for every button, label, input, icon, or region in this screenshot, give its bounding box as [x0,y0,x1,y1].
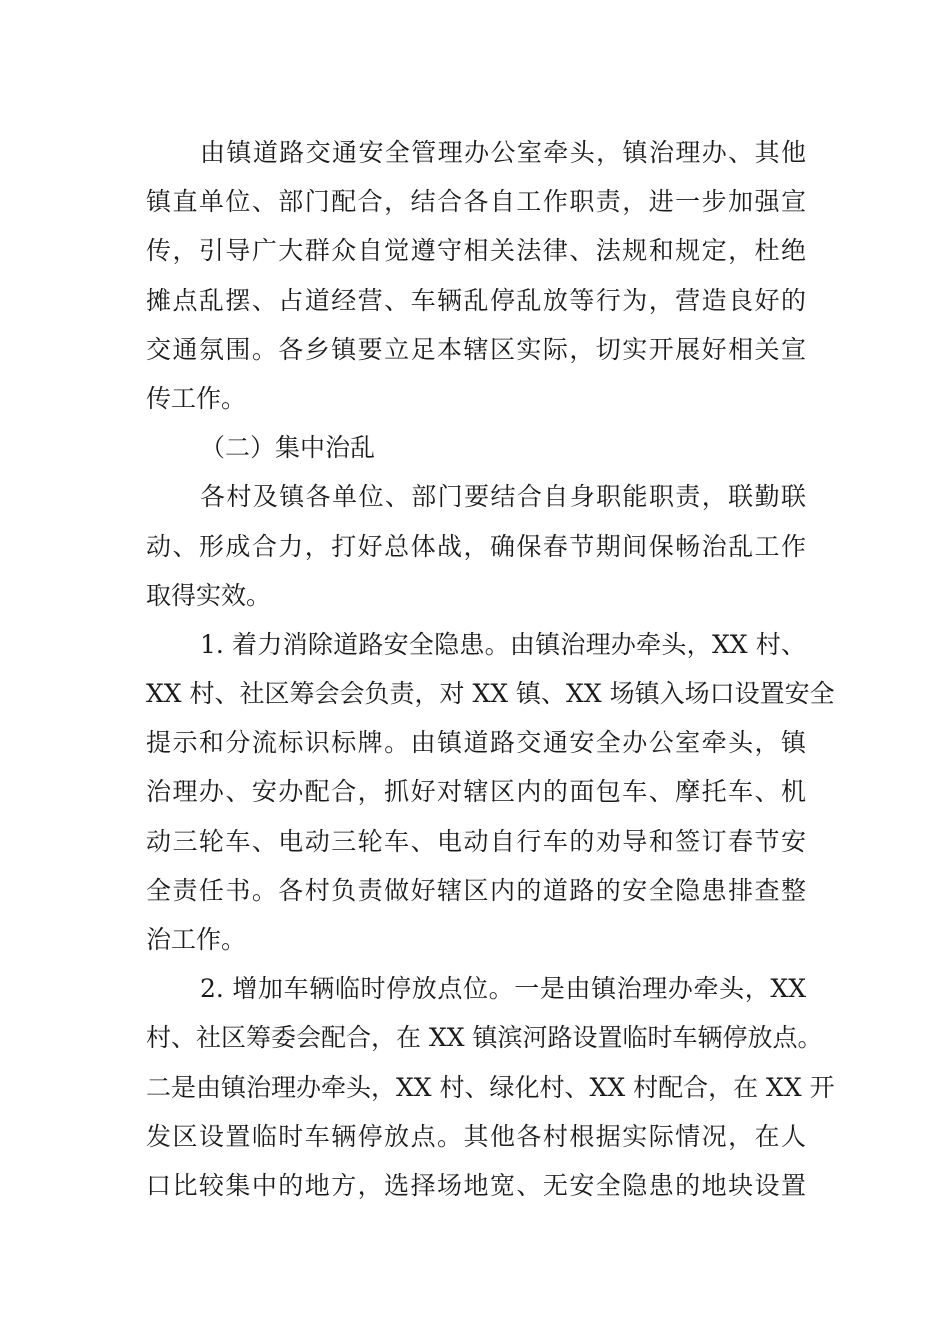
text-line: 由镇道路交通安全管理办公室牵头，镇治理办、其他 [200,138,806,167]
text-line: 动、形成合力，打好总体战，确保春节期间保畅治乱工作 [146,531,806,561]
text-line: 全责任书。各村负责做好辖区内的道路的安全隐患排查整 [146,875,806,905]
text-line: XX 村、社区筹会会负责，对 XX 镇、XX 场镇入场口设置安全 [146,679,835,709]
text-line: 口比较集中的地方，选择场地宽、无安全隐患的地块设置 [146,1170,806,1200]
text-line: 摊点乱摆、占道经营、车辆乱停乱放等行为，营造良好的 [146,285,806,315]
text-line: 各村及镇各单位、部门要结合自身职能职责，联勤联 [200,482,806,512]
text-line: 治工作。 [146,925,247,954]
section-heading: （二）集中治乱 [200,433,376,463]
text-line: 发区设置临时车辆停放点。其他各村根据实际情况，在人 [146,1121,806,1151]
text-line: 治理办、安办配合，抓好对辖区内的面包车、摩托车、机 [146,777,806,807]
text-line: 1. 着力消除道路安全隐患。由镇治理办牵头，XX 村、 [200,629,806,659]
text-line: 交通氛围。各乡镇要立足本辖区实际，切实开展好相关宣 [146,334,806,364]
document-body [146,128,835,1210]
text-line: 镇直单位、部门配合，结合各自工作职责，进一步加强宣 [146,187,806,217]
text-line: 提示和分流标识标牌。由镇道路交通安全办公室牵头，镇 [146,728,806,758]
text-line: 取得实效。 [146,580,272,610]
text-line: 动三轮车、电动三轮车、电动自行车的劝导和签订春节安 [146,826,806,856]
text-line: 村、社区筹委会配合，在 XX 镇滨河路设置临时车辆停放点。 [146,1023,823,1053]
text-line: 2. 增加车辆临时停放点位。一是由镇治理办牵头，XX [200,974,806,1004]
text-line: 传，引导广大群众自觉遵守相关法律、法规和规定，杜绝 [146,236,806,266]
text-line: 二是由镇治理办牵头，XX 村、绿化村、XX 村配合，在 XX 开 [146,1072,835,1102]
text-line: 传工作。 [146,383,247,413]
